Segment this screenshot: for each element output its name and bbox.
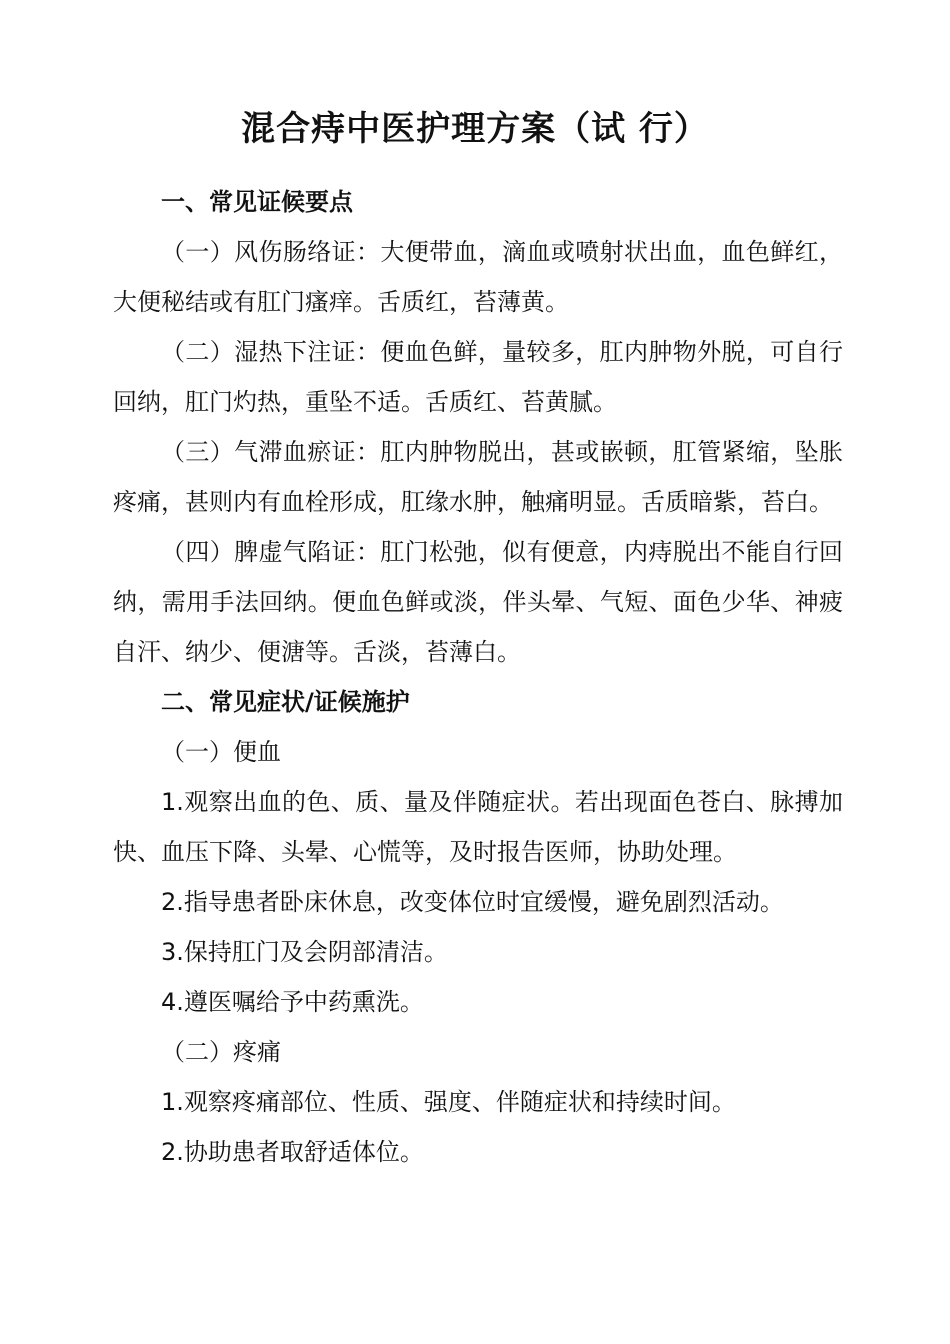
paragraph: 1.观察出血的色、质、量及伴随症状。若出现面色苍白、脉搏加快、血压下降、头晕、心慌等，及时报告医师，协助处理。 <box>113 788 843 866</box>
paragraph: 4.遵医嘱给予中药熏洗。 <box>161 988 424 1016</box>
section-heading: 一、常见证候要点 <box>161 188 353 216</box>
paragraph: 3.保持肛门及会阴部清洁。 <box>161 938 448 966</box>
document-body <box>113 177 843 1177</box>
paragraph: 2.指导患者卧床休息，改变体位时宜缓慢，避免剧烈活动。 <box>161 888 784 916</box>
paragraph: （三）气滞血瘀证：肛内肿物脱出，甚或嵌顿，肛管紧缩，坠胀疼痛，甚则内有血栓形成，肛缘水肿，触痛明显。舌质暗紫，苔白。 <box>113 438 843 516</box>
subsection-heading: （一）便血 <box>161 738 281 766</box>
document-title: 混合痔中医护理方案（试 行） <box>241 109 709 149</box>
paragraph: 2.协助患者取舒适体位。 <box>161 1138 424 1166</box>
paragraph: （四）脾虚气陷证：肛门松弛，似有便意，内痔脱出不能自行回纳，需用手法回纳。便血色鲜或淡，伴头晕、气短、面色少华、神疲自汗、纳少、便溏等。舌淡，苔薄白。 <box>113 538 843 666</box>
subsection-heading: （二）疼痛 <box>161 1038 281 1066</box>
paragraph: 1.观察疼痛部位、性质、强度、伴随症状和持续时间。 <box>161 1088 736 1116</box>
section-heading: 二、常见症状/证候施护 <box>161 688 410 716</box>
paragraph: （二）湿热下注证：便血色鲜，量较多，肛内肿物外脱，可自行回纳，肛门灼热，重坠不适。舌质红、苔黄腻。 <box>113 338 843 416</box>
paragraph: （一）风伤肠络证：大便带血，滴血或喷射状出血，血色鲜红，大便秘结或有肛门瘙痒。舌质红，苔薄黄。 <box>113 238 843 316</box>
